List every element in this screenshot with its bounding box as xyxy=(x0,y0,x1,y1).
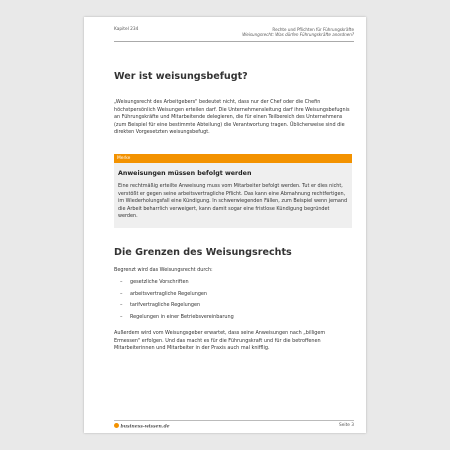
running-subtitle: Weisungsrecht: Was dürfen Führungskräfte anordnen? xyxy=(242,32,354,38)
note-title: Anweisungen müssen befolgt werden xyxy=(118,170,252,177)
paragraph-authority: „Weisungsrecht des Arbeitgebers" bedeutet nicht, dass nur der Chef oder die Chefin höchstpersönlich Weisungen erteilen darf. Die Unternehmensleitung darf ihre Weisungsbefugnis an Führungskräfte und Mitarbeitende delegieren, die für einen Teilbereich des Unternehmens (zum Beispiel für eine bestimmte Abteilung) die Verantwortung tragen. Üblicherweise sind die direkten Vorgesetzten weisungsbefugt. xyxy=(114,99,350,136)
section-heading-limits: Die Grenzen des Weisungsrechts xyxy=(114,247,292,258)
limits-intro: Begrenzt wird das Weisungsrecht durch: xyxy=(114,267,213,273)
limits-closing: Außerdem wird vom Weisungsgeber erwartet, dass seine Anweisungen nach „billigem Ermessen" erfolgen. Und das macht es für die Führungskraft und für die betroffenen Mitarbeiterinnen und Mitarbeiter in der Praxis auch mal knifflig. xyxy=(114,330,326,352)
dash-marker: – xyxy=(120,279,123,285)
page-number: Seite 3 xyxy=(339,423,354,428)
footer-logo[interactable] xyxy=(114,423,170,430)
note-tag: Merke xyxy=(114,154,352,163)
section-heading-authority: Wer ist weisungsbefugt? xyxy=(114,71,248,82)
limits-list xyxy=(120,279,234,325)
chapter-label: Kapitel 234 xyxy=(114,27,139,32)
header-divider xyxy=(114,41,354,42)
dash-marker: – xyxy=(120,290,123,297)
list-item: – Regelungen in einer Betriebsvereinbarung xyxy=(120,313,234,320)
list-item: – arbeitsvertragliche Regelungen xyxy=(120,290,208,297)
logo-dot-icon xyxy=(114,423,119,428)
list-item: – tarifvertragliche Regelungen xyxy=(120,302,201,308)
note-box xyxy=(114,154,352,228)
dash-marker: – xyxy=(120,302,123,308)
running-title: Rechte und Pflichten für Führungskräfte xyxy=(272,27,354,32)
dash-marker: – xyxy=(120,313,123,320)
note-text: Eine rechtmäßig erteilte Anweisung muss vom Mitarbeiter befolgt werden. Tut er dies nicht, verstößt er gegen seine arbeitsvertragliche Pflicht. Das kann eine Abmahnung rechtfertigen, im Wiederholungsfall eine Kündigung. In schwerwiegenden Fällen, zum Beispiel wenn jemand die Arbeit beharrlich verweigert, kann damit sogar eine fristlose Kündigung begründet werden. xyxy=(118,183,348,220)
document-page xyxy=(84,17,366,433)
logo-text: business-wissen.de xyxy=(120,424,170,430)
footer-divider xyxy=(114,420,354,421)
running-header xyxy=(242,27,354,37)
list-item: – gesetzliche Vorschriften xyxy=(120,279,189,285)
